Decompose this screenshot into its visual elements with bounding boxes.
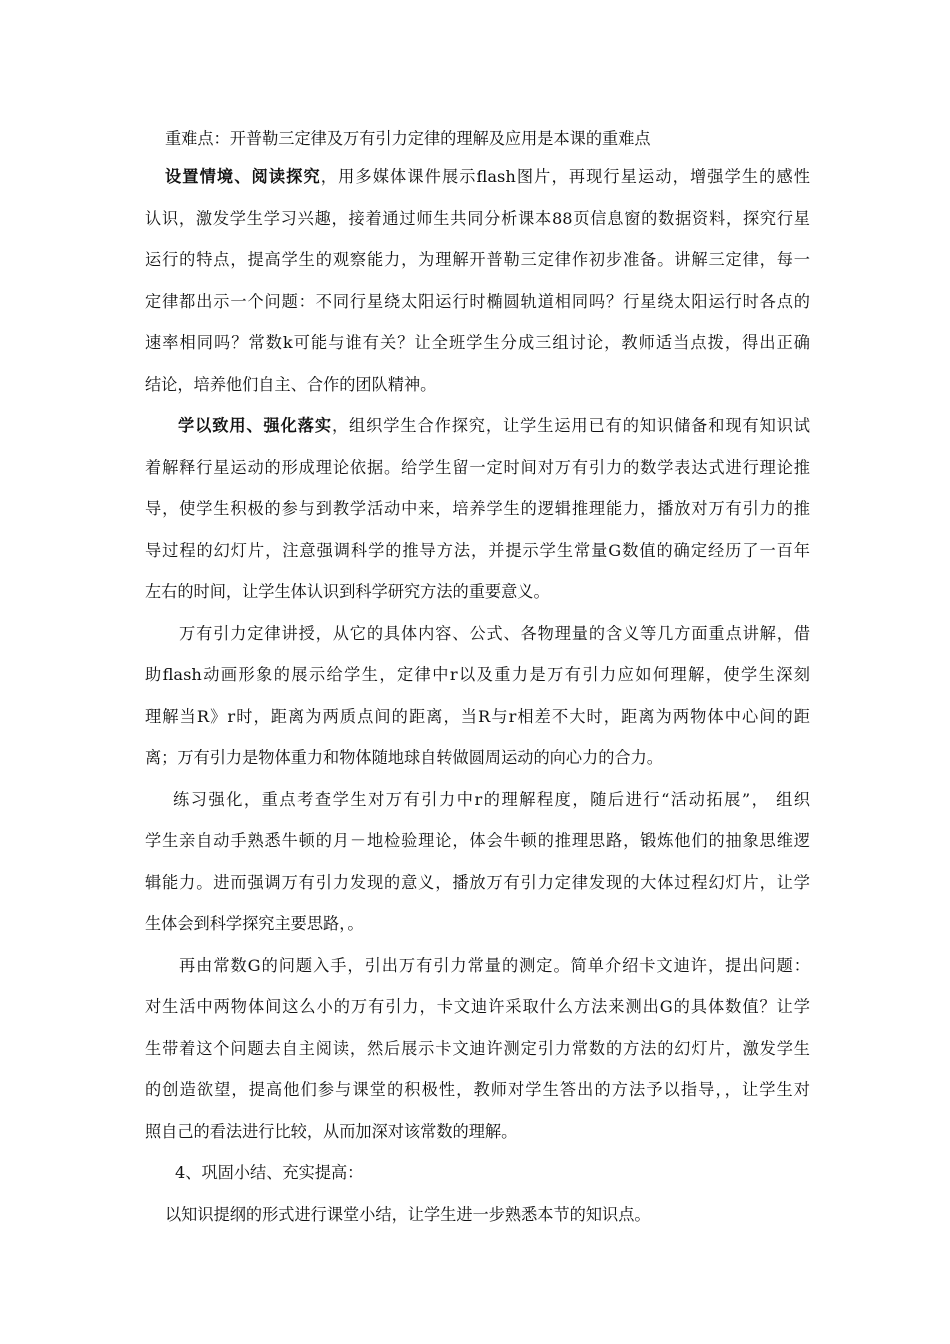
paragraph-line: 的创造欲望，提高他们参与课堂的积极性，教师对学生答出的方法予以指导，，让学生对 <box>145 1080 810 1099</box>
paragraph-line: 着解释行星运动的形成理论依据。给学生留一定时间对万有引力的数学表达式进行理论推 <box>145 457 810 477</box>
paragraph-line: 离；万有引力是物体重力和物体随地球自转做圆周运动的向心力的合力。 <box>145 748 663 767</box>
paragraph-line: 导过程的幻灯片，注意强调科学的推导方法，并提示学生常量G数值的确定经历了一百年 <box>145 540 810 560</box>
paragraph-line: 定律都出示一个问题：不同行星绕太阳运行时椭圆轨道相同吗？行星绕太阳运行时各点的 <box>145 291 810 311</box>
paragraph-line: 理解当R》r时，距离为两质点间的距离，当R与r相差不大时，距离为两物体中心间的距 <box>145 706 810 726</box>
paragraph-line: 左右的时间，让学生体认识到科学研究方法的重要意义。 <box>145 582 550 601</box>
paragraph-line: 对生活中两物体间这么小的万有引力，卡文迪许采取什么方法来测出G的具体数值？让学 <box>145 997 810 1016</box>
paragraph-line: 学以致用、强化落实，组织学生合作探究，让学生运用已有的知识储备和现有知识试 <box>178 416 810 435</box>
paragraph-constant-g <box>145 945 810 1153</box>
paragraph-practice <box>145 779 810 945</box>
key-points-line: 重难点：开普勒三定律及万有引力定律的理解及应用是本课的重难点 <box>165 129 651 148</box>
paragraph-line: 速率相同吗？常数k可能与谁有关？让全班学生分成三组讨论，教师适当点拨，得出正确 <box>145 333 810 352</box>
paragraph-application <box>145 405 810 613</box>
paragraph-line: 万有引力定律讲授，从它的具体内容、公式、各物理量的含义等几方面重点讲解，借 <box>179 623 810 643</box>
document-page <box>145 122 810 1235</box>
paragraph-line: 导，使学生积极的参与到教学活动中来，培养学生的逻辑推理能力，播放对万有引力的推 <box>145 499 810 518</box>
paragraph-line: 助flash动画形象的展示给学生，定律中r以及重力是万有引力应如何理解，使学生深刻 <box>145 665 810 684</box>
paragraph-line: 运行的特点，提高学生的观察能力，为理解开普勒三定律作初步准备。讲解三定律，每一 <box>145 250 810 269</box>
lead-application: 学以致用、强化落实 <box>178 416 332 435</box>
lead-scenario: 设置情境、阅读探究 <box>165 167 321 186</box>
paragraph-scenario <box>145 156 810 405</box>
paragraph-line: 生体会到科学探究主要思路，。 <box>145 914 364 933</box>
paragraph-gravitation-law <box>145 613 810 779</box>
paragraph-line: 练习强化，重点考查学生对万有引力中r的理解程度，随后进行“活动拓展”， 组织 <box>173 789 810 809</box>
paragraph-line: 结论，培养他们自主、合作的团队精神。 <box>145 374 437 394</box>
paragraph-line: 照自己的看法进行比较，从而加深对该常数的理解。 <box>145 1121 518 1141</box>
paragraph-line: 认识，激发学生学习兴趣，接着通过师生共同分析课本88页信息窗的数据资料，探究行星 <box>145 208 810 228</box>
paragraph-line: 再由常数G的问题入手，引出万有引力常量的测定。简单介绍卡文迪许，提出问题： <box>179 955 810 975</box>
paragraph-line: 生带着这个问题去自主阅读，然后展示卡文迪许测定引力常数的方法的幻灯片，激发学生 <box>145 1038 810 1058</box>
paragraph-line: 设置情境、阅读探究，用多媒体课件展示flash图片，再现行星运动，增强学生的感性 <box>165 167 810 186</box>
section-heading-4: 4、巩固小结、充实提高： <box>175 1163 364 1182</box>
paragraph-line: 辑能力。进而强调万有引力发现的意义，播放万有引力定律发现的大体过程幻灯片，让学 <box>145 872 810 892</box>
summary-line: 以知识提纲的形式进行课堂小结，让学生进一步熟悉本节的知识点。 <box>165 1204 651 1224</box>
paragraph-line: 学生亲自动手熟悉牛顿的月－地检验理论，体会牛顿的推理思路，锻炼他们的抽象思维逻 <box>145 831 810 850</box>
